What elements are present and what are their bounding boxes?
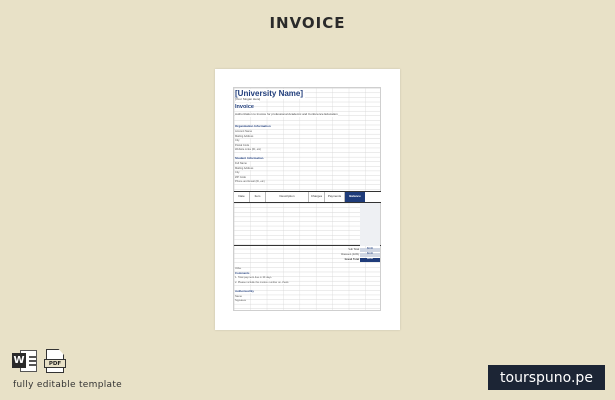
col-header: Description — [266, 192, 309, 202]
invoice-title: Invoice — [235, 104, 254, 110]
org-field: Postal Code — [235, 143, 250, 147]
invoice-preview[interactable] — [215, 69, 400, 330]
student-field: Phone and Email (ID, etc) — [235, 180, 265, 183]
subtotal-value: $0.00 — [360, 248, 380, 252]
authorized-label: Authorized By — [235, 289, 254, 293]
org-section-label: Organization Information — [235, 124, 271, 128]
university-name: [University Name] — [235, 89, 304, 98]
comments-label: Comments — [235, 270, 250, 275]
format-icons — [12, 349, 66, 373]
balance-column — [360, 203, 380, 246]
discount-label: Discount (10%) — [341, 253, 359, 256]
grand-total-value: $0.00 — [360, 258, 380, 262]
student-section-label: Student Information — [235, 156, 264, 160]
name-label: Name — [235, 294, 242, 298]
org-field: Mailing Address — [235, 134, 254, 138]
pdf-file-icon[interactable] — [44, 349, 66, 373]
col-header: Item — [250, 192, 266, 202]
col-header: Date — [234, 192, 250, 202]
student-field: ZIP Code — [235, 175, 246, 179]
brand-badge[interactable]: tourspuno.pe — [488, 365, 605, 390]
student-field: Full Name — [235, 162, 247, 165]
word-badge: W — [13, 355, 25, 366]
org-field: Website Links (ID, etc) — [235, 148, 262, 151]
items-table-header — [234, 191, 381, 203]
signature-label: Signature — [235, 299, 247, 302]
col-header-balance: Balance — [345, 192, 365, 202]
word-file-icon[interactable] — [12, 349, 38, 373]
col-header: Charges — [309, 192, 325, 202]
grand-total-label: Grand Total — [344, 258, 359, 261]
discount-value: $0.00 — [360, 253, 380, 257]
invoice-instruction: Authorization to Invoice for professional Academic and Conference Education — [235, 112, 338, 116]
pdf-label: PDF — [44, 359, 66, 368]
comment-line: 2. Please include the invoice number on check — [235, 280, 289, 284]
invoice-spreadsheet — [233, 87, 381, 311]
items-table-body — [234, 203, 381, 246]
editable-template-caption: fully editable template — [13, 380, 122, 390]
comment-line: 1. Total payment due in 30 days — [235, 276, 272, 279]
subtotal-label: Sub Total — [348, 248, 359, 251]
col-header: Payments — [325, 192, 345, 202]
other-label: Other — [235, 267, 242, 270]
student-field: Mailing Address — [235, 166, 254, 170]
page-heading: INVOICE — [269, 14, 346, 32]
org-field: Account Name — [235, 130, 253, 133]
slogan: [Your Slogan Here] — [235, 97, 261, 101]
org-field: City — [235, 139, 240, 142]
student-field: City — [235, 171, 240, 174]
